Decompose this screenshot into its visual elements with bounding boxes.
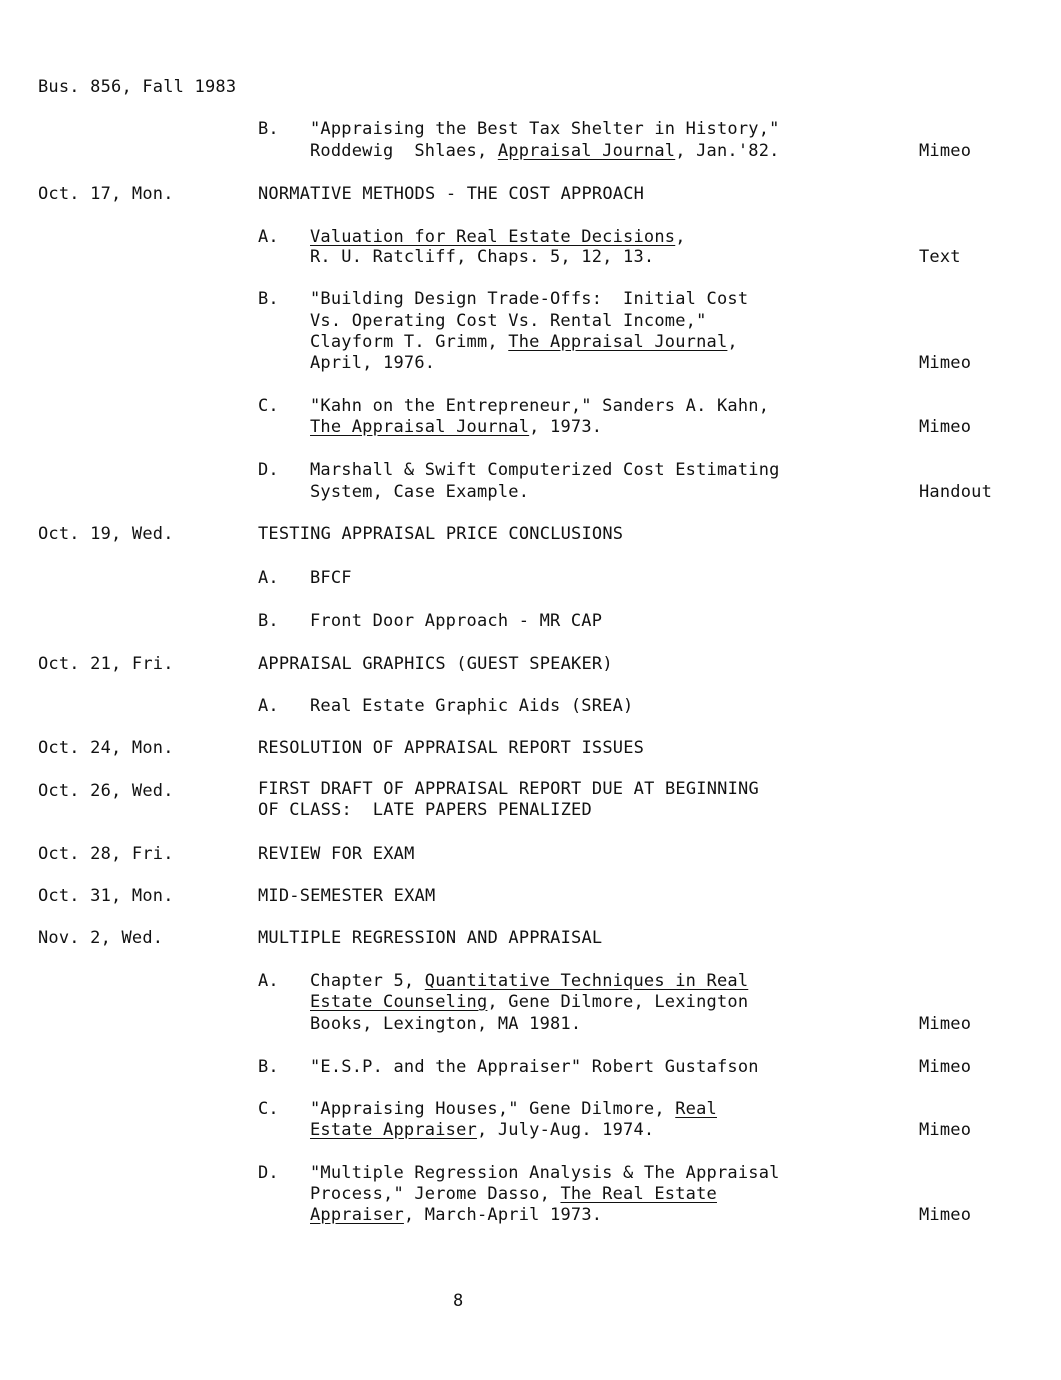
source-label: Mimeo (919, 141, 972, 161)
session-date: Oct. 28, Fri. (38, 844, 174, 864)
item-line: System, Case Example. (310, 482, 530, 502)
book-title: Quantitative Techniques in Real (424, 971, 749, 991)
item-letter: B. (258, 289, 279, 309)
item-line: "Kahn on the Entrepreneur," Sanders A. Kahn, (310, 396, 770, 416)
journal-title: The Appraisal Journal (508, 332, 728, 352)
item-line: Marshall & Swift Computerized Cost Estimating (310, 460, 780, 480)
session-topic: OF CLASS: LATE PAPERS PENALIZED (258, 800, 592, 820)
book-title: Estate Counseling (310, 992, 488, 1012)
item-line: Books, Lexington, MA 1981. (310, 1014, 582, 1034)
source-label: Text (919, 247, 961, 267)
session-topic: RESOLUTION OF APPRAISAL REPORT ISSUES (258, 738, 645, 758)
item-line: BFCF (310, 568, 352, 588)
item-letter: A. (258, 971, 279, 991)
item-line: Front Door Approach - MR CAP (310, 611, 603, 631)
item-letter: B. (258, 611, 279, 631)
item-line: Vs. Operating Cost Vs. Rental Income," (310, 311, 707, 331)
session-topic: FIRST DRAFT OF APPRAISAL REPORT DUE AT BEGINNING (258, 779, 759, 799)
item-letter: B. (258, 1057, 279, 1077)
item-line: R. U. Ratcliff, Chaps. 5, 12, 13. (310, 247, 655, 267)
item-line: Clayform T. Grimm, The Appraisal Journal, (310, 332, 738, 352)
session-topic: TESTING APPRAISAL PRICE CONCLUSIONS (258, 524, 624, 544)
item-letter: A. (258, 696, 279, 716)
session-date: Oct. 17, Mon. (38, 184, 174, 204)
source-label: Mimeo (919, 353, 972, 373)
item-line: Chapter 5, Quantitative Techniques in Real (310, 971, 749, 991)
course-header: Bus. 856, Fall 1983 (38, 77, 237, 97)
item-line: Process," Jerome Dasso, The Real Estate (310, 1184, 717, 1204)
item-line: Appraiser, March-April 1973. (310, 1205, 603, 1225)
session-date: Oct. 21, Fri. (38, 654, 174, 674)
item-line: Valuation for Real Estate Decisions, (310, 227, 686, 247)
page-number: 8 (453, 1291, 464, 1311)
item-letter: B. (258, 119, 279, 139)
item-letter: D. (258, 1163, 279, 1183)
book-title: Valuation for Real Estate Decisions (310, 227, 676, 247)
item-letter: A. (258, 227, 279, 247)
source-label: Handout (919, 482, 993, 502)
session-topic: NORMATIVE METHODS - THE COST APPROACH (258, 184, 645, 204)
session-date: Oct. 31, Mon. (38, 886, 174, 906)
item-line: Real Estate Graphic Aids (SREA) (310, 696, 634, 716)
journal-title: Estate Appraiser (310, 1120, 477, 1140)
item-line: April, 1976. (310, 353, 436, 373)
journal-title: Real (675, 1099, 717, 1119)
source-label: Mimeo (919, 1057, 972, 1077)
session-date: Nov. 2, Wed. (38, 928, 164, 948)
session-topic: MULTIPLE REGRESSION AND APPRAISAL (258, 928, 603, 948)
item-line: "Appraising Houses," Gene Dilmore, Real (310, 1099, 717, 1119)
journal-title: Appraisal Journal (497, 141, 676, 161)
session-date: Oct. 24, Mon. (38, 738, 174, 758)
item-letter: D. (258, 460, 279, 480)
item-line: Roddewig Shlaes, Appraisal Journal, Jan.'82. (310, 141, 780, 161)
journal-title: Appraiser (310, 1205, 404, 1225)
item-letter: C. (258, 396, 279, 416)
session-topic: REVIEW FOR EXAM (258, 844, 415, 864)
source-label: Mimeo (919, 417, 972, 437)
item-line: Estate Counseling, Gene Dilmore, Lexington (310, 992, 749, 1012)
session-topic: APPRAISAL GRAPHICS (GUEST SPEAKER) (258, 654, 613, 674)
item-line: "Appraising the Best Tax Shelter in History," (310, 119, 780, 139)
session-date: Oct. 19, Wed. (38, 524, 174, 544)
journal-title: The Real Estate (560, 1184, 717, 1204)
item-line: "Building Design Trade-Offs: Initial Cost (310, 289, 749, 309)
item-letter: A. (258, 568, 279, 588)
item-line: "E.S.P. and the Appraiser" Robert Gustafson (310, 1057, 759, 1077)
session-topic: MID-SEMESTER EXAM (258, 886, 436, 906)
item-line: The Appraisal Journal, 1973. (310, 417, 603, 437)
source-label: Mimeo (919, 1120, 972, 1140)
item-line: Estate Appraiser, July-Aug. 1974. (310, 1120, 655, 1140)
session-date: Oct. 26, Wed. (38, 781, 174, 801)
source-label: Mimeo (919, 1014, 972, 1034)
source-label: Mimeo (919, 1205, 972, 1225)
journal-title: The Appraisal Journal (310, 417, 530, 437)
item-line: "Multiple Regression Analysis & The Appraisal (310, 1163, 780, 1183)
item-letter: C. (258, 1099, 279, 1119)
